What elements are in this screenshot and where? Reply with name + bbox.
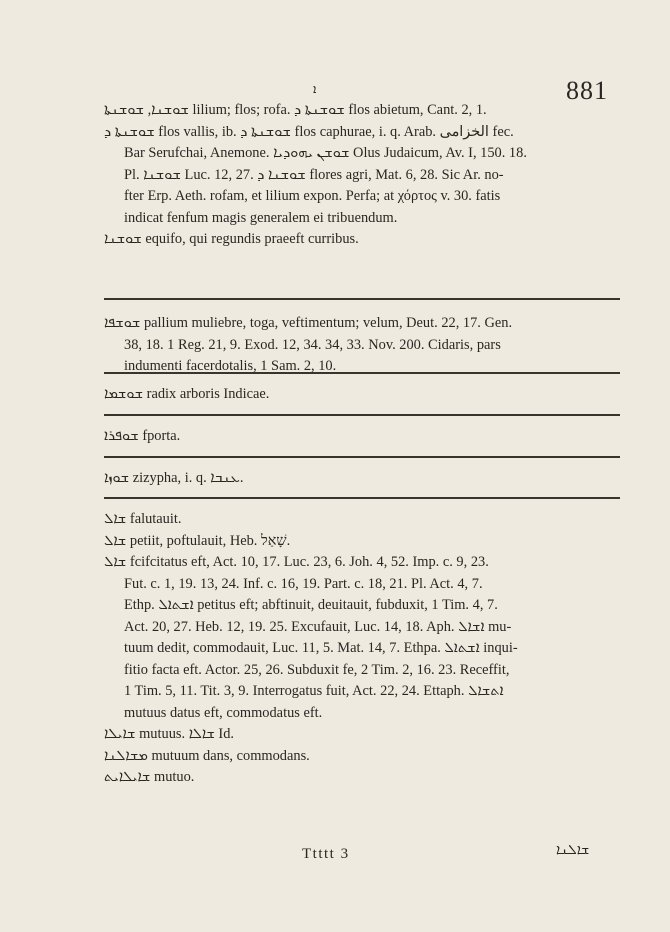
- dictionary-entry: [104, 509, 618, 789]
- entry-line: fter Erp. Aeth. rofam, et lilium expon. Perfa; at χόρτος v. 30. fatis: [124, 188, 501, 204]
- entry-line: ܫܐܠ falutauit.: [104, 511, 182, 527]
- dictionary-entry: [104, 468, 618, 490]
- entry-line: Fut. c. 1, 19. 13, 24. Inf. c. 16, 19. Part. c. 18, 21. Pl. Act. 4, 7.: [124, 575, 483, 592]
- entry-line: Pl. ܫܘܫܢܐ Luc. 12, 27. ܫܘܫܢܐ ܕ flores agri, Mat. 6, 28. Sic Ar. no-: [124, 166, 504, 183]
- entry-line: ܫܘܫܡܐ radix arboris Indicae.: [104, 386, 270, 402]
- section-rule: [104, 298, 620, 300]
- entry-line: indumenti facerdotalis, 1 Sam. 2, 10.: [124, 358, 337, 374]
- entry-line: mutuus datus eft, commodatus eft.: [124, 704, 323, 721]
- entry-line: indicat fenfum magis generalem ei tribuendum.: [124, 209, 398, 226]
- entry-line: ܫܘܙܐ zizypha, i. q. ܥܢܒܐ.: [104, 470, 244, 486]
- catchword: ܫܐܠܢܐ: [556, 842, 590, 858]
- section-rule: [104, 414, 620, 416]
- entry-line: ܫܘܫܢܐ, ܫܘܫܢܬܐ lilium; flos; rofa. ܫܘܫܢܬܐ ܕ flos abietum, Cant. 2, 1.: [104, 102, 487, 118]
- section-rule: [104, 456, 620, 458]
- section-rule: [104, 497, 620, 499]
- entry-line: Act. 20, 27. Heb. 12, 19. 25. Excufauit, Luc. 14, 18. Aph. ܐܫܐܠ mu-: [124, 618, 512, 635]
- entry-line: ܫܐܠ fcifcitatus eft, Act. 10, 17. Luc. 23, 6. Joh. 4, 52. Imp. c. 9, 23.: [104, 554, 489, 570]
- entry-line: ܫܘܫܢܐ equifo, qui regundis praeeft curribus.: [104, 231, 359, 247]
- entry-line: 38, 18. 1 Reg. 21, 9. Exod. 12, 34. 34, 33. Nov. 200. Cidaris, pars: [124, 336, 501, 353]
- entry-line: fitio facta eft. Actor. 25, 26. Subduxit fe, 2 Tim. 2, 16. 23. Receffit,: [124, 661, 510, 678]
- section-rule: [104, 372, 620, 374]
- running-head-letter: ܐ: [313, 82, 317, 96]
- dictionary-entry: [104, 313, 618, 378]
- page-number: 881: [566, 76, 608, 105]
- entry-line: 1 Tim. 5, 11. Tit. 3, 9. Interrogatus fuit, Act. 22, 24. Ettaph. ܐܬܫܐܠ: [124, 683, 504, 699]
- entry-line: Ethp. ܐܫܬܐܠ petitus eft; abftinuit, deuitauit, fubduxit, 1 Tim. 4, 7.: [124, 597, 498, 613]
- entry-line: ܫܐܝܠܐܝܬ mutuo.: [104, 769, 195, 785]
- entry-line: Bar Serufchai, Anemone. ܫܘܫܢ ܝܗܘܕܝܐ Olus Judaicum, Av. I, 150. 18.: [124, 145, 527, 161]
- dictionary-entry: [104, 384, 618, 406]
- dictionary-entry: [104, 100, 618, 251]
- signature-mark: Ttttt 3: [302, 846, 350, 862]
- entry-line: ܫܐܠ petiit, poftulauit, Heb. שָׁאַל.: [104, 532, 291, 549]
- entry-line: ܫܘܫܦܐ pallium muliebre, toga, veftimentum; velum, Deut. 22, 17. Gen.: [104, 315, 513, 331]
- entry-line: ܫܐܝܠܐ mutuus. ܫܐܠܐ Id.: [104, 726, 235, 742]
- entry-line: ܡܫܐܠܢܐ mutuum dans, commodans.: [104, 747, 310, 764]
- entry-line: tuum dedit, commodauit, Luc. 11, 5. Mat. 14, 7. Ethpa. ܐܫܬܐܠ inqui-: [124, 640, 518, 656]
- entry-line: ܫܘܦܪܐ fporta.: [104, 428, 181, 444]
- dictionary-entry: [104, 426, 618, 448]
- entry-line: ܫܘܫܢܬܐ ܕ flos vallis, ib. ܫܘܫܢܬܐ ܕ flos caphurae, i. q. Arab. الخزامى fec.: [104, 123, 514, 140]
